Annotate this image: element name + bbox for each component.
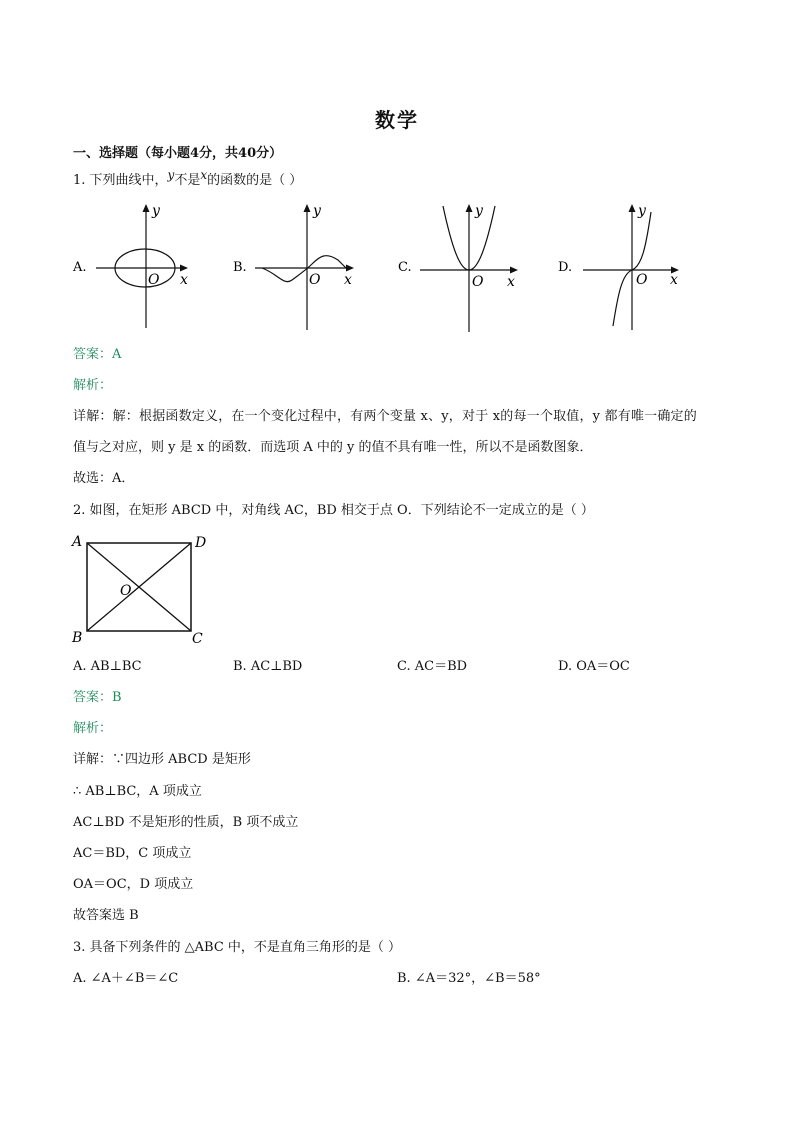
q1-option-b-label: B.: [233, 260, 247, 275]
q2-vertex-d: D: [195, 535, 207, 551]
q2-option-d: D. OA＝OC: [558, 659, 630, 674]
q2-option-b: B. AC⊥BD: [233, 659, 303, 674]
q2-detail-line: OA＝OC，D 项成立: [73, 877, 194, 892]
q1-graph-parabola: [420, 203, 518, 332]
q1-detail-line2: 值与之对应，则 y 是 x 的函数．而选项 A 中的 y 的值不具有唯一性，所以不是函数图象．: [73, 440, 593, 455]
q1-d-axis-x: x: [670, 272, 678, 288]
q3-option-b: B. ∠A＝32°，∠B＝58°: [397, 971, 541, 986]
q1-analysis-label: 解析：: [73, 378, 113, 393]
q1-option-d-label: D.: [558, 260, 573, 275]
q2-vertex-c: C: [192, 631, 203, 647]
q2-option-a: A. AB⊥BC: [73, 659, 142, 674]
q2-center-o: O: [120, 583, 132, 599]
q1-choose: 故选：A．: [73, 471, 135, 486]
q1-option-a-label: A.: [73, 260, 87, 275]
q2-vertex-b: B: [72, 630, 83, 646]
q1-c-origin: O: [472, 274, 484, 290]
q1-d-axis-y: y: [638, 203, 646, 219]
q1-detail-line1: 详解：解：根据函数定义，在一个变化过程中，有两个变量 x、y，对于 x的每一个取值，y 都有唯一确定的: [73, 409, 697, 424]
q1-d-origin: O: [636, 272, 648, 288]
q1-var-y: y: [167, 168, 175, 182]
q2-option-c: C. AC＝BD: [397, 659, 468, 674]
q2-detail-line: 详解：∵四边形 ABCD 是矩形: [73, 752, 251, 767]
q3-stem: 3. 具备下列条件的 △ABC 中，不是直角三角形的是（ ）: [73, 940, 402, 955]
q2-rectangle-figure: [68, 530, 218, 648]
q1-stem-after: 的函数的是（ ）: [207, 173, 303, 188]
q1-stem: [73, 168, 303, 189]
q2-detail-line: 故答案选 B: [73, 908, 139, 923]
q1-var-x: x: [200, 168, 208, 182]
q1-stem-before: 1. 下列曲线中，: [73, 173, 168, 188]
q2-stem: 2. 如图，在矩形 ABCD 中，对角线 AC，BD 相交于点 O．下列结论不一定成立的是（ ）: [73, 503, 594, 518]
q1-a-origin: O: [148, 272, 160, 288]
q2-vertex-a: A: [72, 534, 83, 550]
q1-c-axis-y: y: [475, 203, 483, 219]
q1-option-c-label: C.: [398, 260, 412, 275]
q1-b-origin: O: [309, 272, 321, 288]
q1-stem-mid: 不是: [174, 173, 201, 188]
q1-answer: 答案：A: [73, 347, 122, 362]
q1-c-axis-x: x: [507, 274, 515, 290]
q1-a-axis-y: y: [152, 203, 160, 219]
q1-b-axis-x: x: [344, 272, 352, 288]
q1-graph-cubic: [583, 203, 679, 330]
q3-option-a: A. ∠A＋∠B＝∠C: [73, 971, 179, 986]
page-title: 数学: [375, 108, 419, 132]
q2-detail-line: AC⊥BD 不是矩形的性质，B 项不成立: [73, 815, 299, 830]
section-header: 一、选择题（每小题4分，共40分）: [73, 146, 283, 161]
q2-detail-line: AC＝BD，C 项成立: [73, 846, 192, 861]
q2-detail-line: ∴ AB⊥BC，A 项成立: [73, 784, 202, 799]
q1-b-axis-y: y: [313, 203, 321, 219]
q1-a-axis-x: x: [180, 272, 188, 288]
q1-graphs: [70, 198, 710, 338]
q1-graph-wave: [255, 203, 354, 330]
q2-answer: 答案：B: [73, 690, 122, 705]
q1-graph-ellipse: [96, 203, 188, 328]
q2-analysis-label: 解析：: [73, 721, 113, 736]
